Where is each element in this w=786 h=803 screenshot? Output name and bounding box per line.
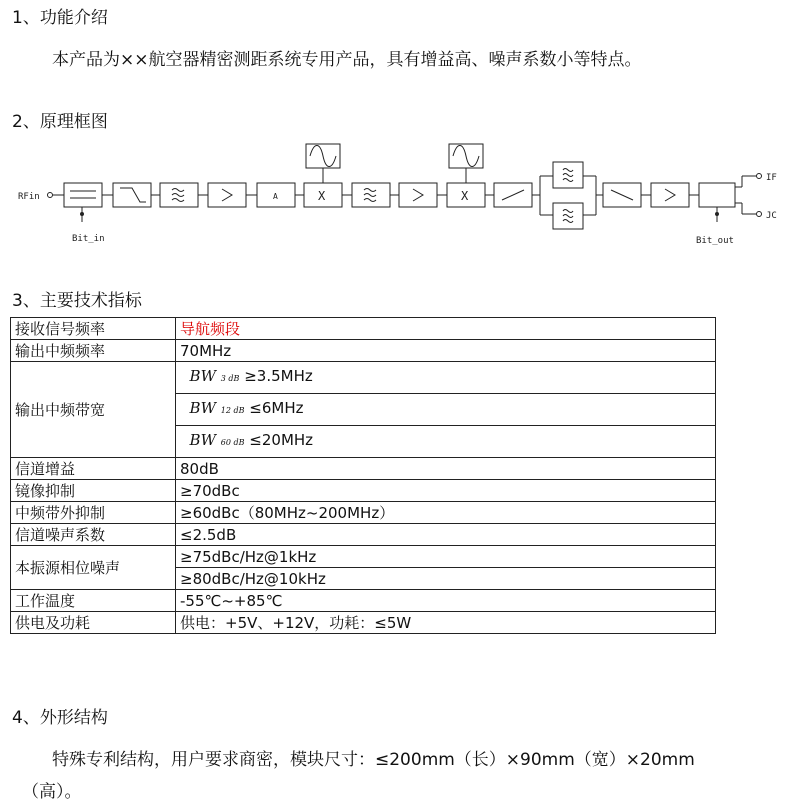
table-row [11,318,716,340]
table-row [11,502,716,524]
amplifier-block-3 [651,183,689,207]
spec-value: 70MHz [176,340,716,362]
section-2-title: 2、原理框图 [12,112,108,132]
block-diagram [0,138,786,250]
spec-key: 信道噪声系数 [11,524,176,546]
table-row [11,612,716,634]
jc-port-icon [757,212,762,217]
spec-value: ≥75dBc/Hz@1kHz [176,546,716,568]
spec-key: 输出中频带宽 [11,362,176,458]
spec-key: 中频带外抑制 [11,502,176,524]
mixer-1-label: X [318,189,326,203]
section-1-title: 1、功能介绍 [12,8,108,28]
bw-symbol: BW [189,367,216,385]
section-1-body: 本产品为××航空器精密测距系统专用产品，具有增益高、噪声系数小等特点。 [52,50,642,70]
bandpass-filter-block-1 [160,183,198,207]
spec-value: ≤2.5dB [176,524,716,546]
spec-key: 输出中频频率 [11,340,176,362]
spec-value [176,394,716,426]
table-row [11,590,716,612]
lowpass-filter-block [113,183,151,207]
table-row [11,458,716,480]
bit-in-label: Bit_in [72,234,105,244]
mixer-2-label: X [461,189,469,203]
bw-value: ≤20MHz [249,431,314,449]
table-row [11,340,716,362]
section-4-body-line2: （高）。 [22,782,82,802]
spec-value: 80dB [176,458,716,480]
bandpass-filter-block-2 [352,183,390,207]
spec-value: -55℃~+85℃ [176,590,716,612]
spec-key: 供电及功耗 [11,612,176,634]
table-row [11,362,716,394]
spec-value: ≥70dBc [176,480,716,502]
output-splitter-block [699,183,735,207]
spec-value: 导航频段 [176,318,716,340]
attenuator-label: A [273,192,278,201]
spec-key: 本振源相位噪声 [11,546,176,590]
bw-symbol: BW [189,399,216,417]
spec-value [176,426,716,458]
table-row [11,480,716,502]
section-4-title: 4、外形结构 [12,708,108,728]
bw-subscript: 12 dB [220,406,245,415]
rfin-port-icon [48,193,53,198]
bw-value: ≤6MHz [249,399,304,417]
table-row [11,524,716,546]
if-label: IF [766,173,777,183]
spec-key: 镜像抑制 [11,480,176,502]
bit-out-label: Bit_out [696,236,734,246]
section-4-body-line1: 特殊专利结构，用户要求商密，模块尺寸：≤200mm（长）×90mm（宽）×20mm [52,750,695,770]
spec-key: 接收信号频率 [11,318,176,340]
if-port-icon [757,174,762,179]
amplifier-block-2 [399,183,437,207]
spec-value: ≥60dBc（80MHz~200MHz） [176,502,716,524]
rfin-label: RFin [18,192,40,202]
jc-label: JC [766,211,777,221]
spec-value: 供电：+5V、+12V，功耗：≤5W [176,612,716,634]
spec-value: ≥80dBc/Hz@10kHz [176,568,716,590]
bw-subscript: 3 dB [220,374,240,383]
table-row [11,546,716,568]
input-switch-block [64,183,102,207]
bw-value: ≥3.5MHz [244,367,313,385]
section-3-title: 3、主要技术指标 [12,291,142,311]
spec-key: 工作温度 [11,590,176,612]
amplifier-block-1 [208,183,246,207]
spec-key: 信道增益 [11,458,176,480]
bw-symbol: BW [189,431,216,449]
bw-subscript: 60 dB [220,438,245,447]
spec-table [10,317,716,634]
spec-value [176,362,716,394]
